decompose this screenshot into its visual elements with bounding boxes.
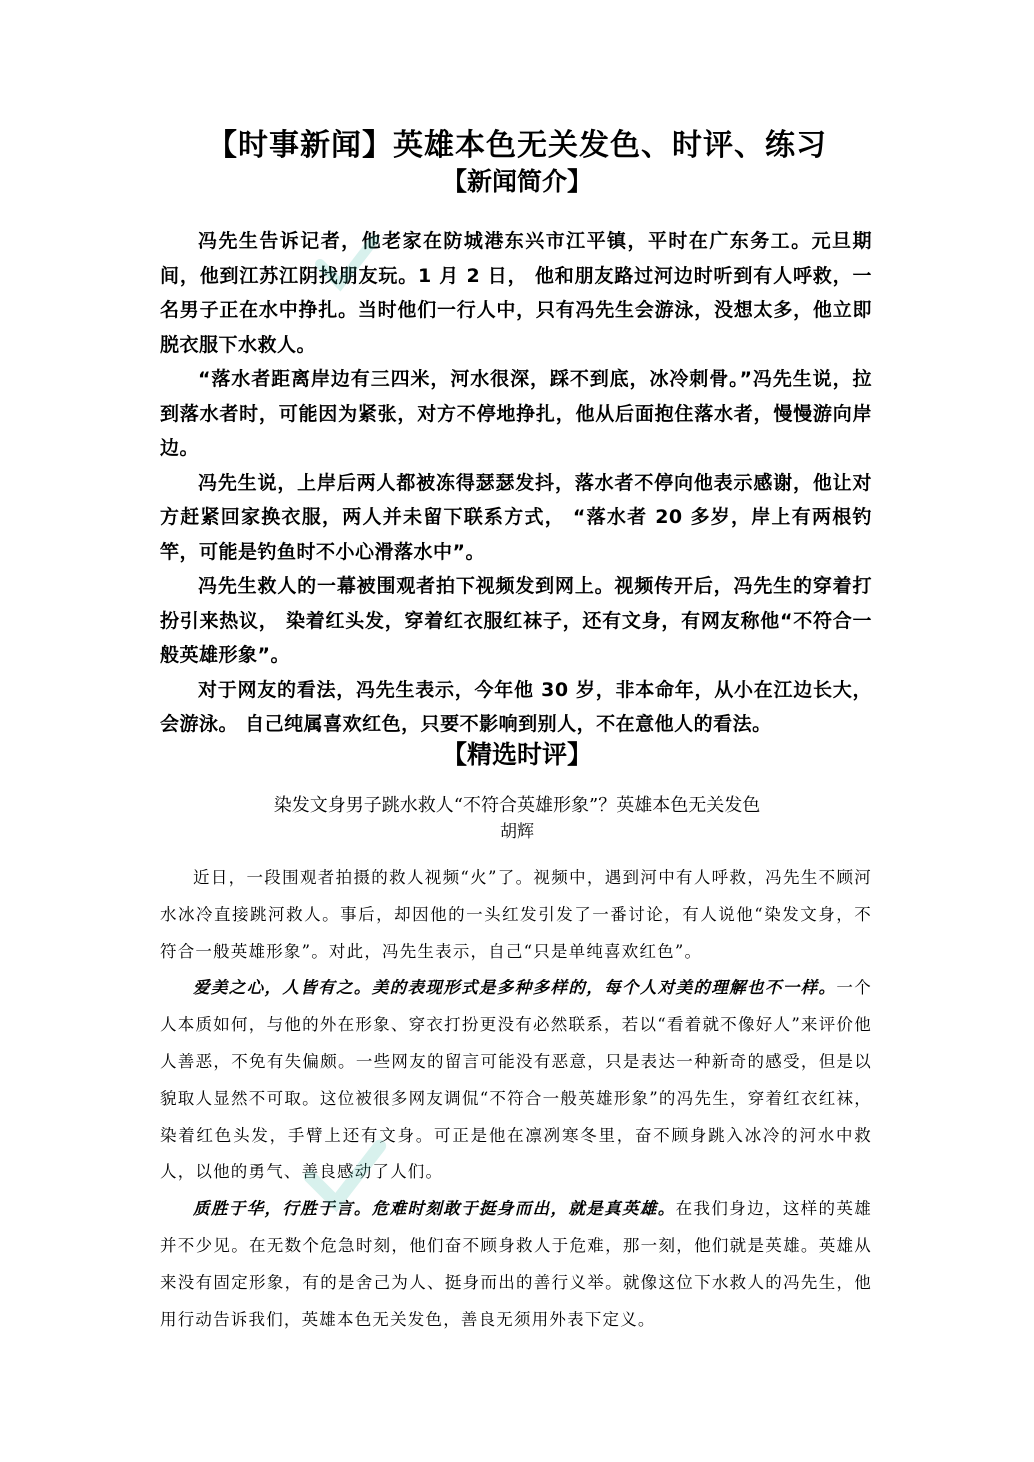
section-heading-news: 【新闻简介】 — [441, 167, 592, 196]
commentary-text: 在我们身边，这样的英雄并不少见。在无数个危急时刻，他们奋不顾身救人于危难，那一刻，他们就是英雄。英雄从来没有固定形象，有的是舍己为人、挺身而出的善行义举。就像这位下水救人的冯先生，他用行动告诉我们，英雄本色无关发色，善良无须用外表下定义。 — [160, 1199, 873, 1329]
commentary-paragraph: 近日，一段围观者拍摄的救人视频“火”了。视频中，遇到河中有人呼救，冯先生不顾河水冰冷直接跳河救人。事后，却因他的一头红发引发了一番讨论，有人说他“染发文身，不符合一般英雄形象”。对此，冯先生表示，自己“只是单纯喜欢红色”。 — [160, 868, 872, 961]
news-paragraph: 冯先生说，上岸后两人都被冻得瑟瑟发抖，落水者不停向他表示感谢，他让对方赶紧回家换衣服，两人并未留下联系方式， “落水者 20 多岁，岸上有两根钓竿，可能是钓鱼时不小心滑落水中”。 — [160, 471, 872, 563]
news-paragraph: “落水者距离岸边有三四米，河水很深，踩不到底，冰冷刺骨。”冯先生说，拉到落水者时，可能因为紧张，对方不停地挣扎，他从后面抱住落水者，慢慢游向岸边。 — [160, 368, 872, 459]
commentary-title: 染发文身男子跳水救人“不符合英雄形象”？英雄本色无关发色 — [273, 795, 761, 816]
news-body — [160, 224, 872, 742]
commentary-bold-lead: 爱美之心，人皆有之。美的表现形式是多种多样的，每个人对美的理解也不一样。 — [193, 978, 837, 998]
commentary-body — [160, 860, 872, 1338]
watermark-logo-icon — [300, 1128, 390, 1218]
commentary-bold-lead: 质胜于华，行胜于言。危难时刻敢于挺身而出，就是真英雄。 — [193, 1199, 676, 1219]
commentary-text: 一个人本质如何，与他的外在形象、穿衣打扮更没有必然联系，若以“看着就不像好人”来评价他人善恶，不免有失偏颇。一些网友的留言可能没有恶意，只是表达一种新奇的感受，但是以貌取人显然不可取。这位被很多网友调侃“不符合一般英雄形象”的冯先生，穿着红衣红袜，染着红色头发，手臂上还有文身。可正是他在凛冽寒冬里，奋不顾身跳入冰冷的河水中救人，以他的勇气、善良感动了人们。 — [160, 978, 872, 1182]
page-title: 【时事新闻】英雄本色无关发色、时评、练习 — [207, 128, 827, 163]
commentary-paragraph — [160, 970, 872, 1191]
section-heading-comment: 【精选时评】 — [441, 740, 592, 769]
news-paragraph: 对于网友的看法，冯先生表示，今年他 30 岁，非本命年，从小在江边长大，会游泳。 自己纯属喜欢红色，只要不影响到别人，不在意他人的看法。 — [160, 678, 872, 735]
commentary-paragraph — [160, 1191, 872, 1338]
watermark-logo-icon — [312, 226, 382, 296]
news-paragraph: 冯先生救人的一幕被围观者拍下视频发到网上。视频传开后，冯先生的穿着打扮引来热议， 染着红头发，穿着红衣服红袜子，还有文身，有网友称他“不符合一般英雄形象”。 — [160, 575, 872, 666]
news-paragraph: 冯先生告诉记者，他老家在防城港东兴市江平镇，平时在广东务工。元旦期间，他到江苏江阴找朋友玩。1 月 2 日， 他和朋友路过河边时听到有人呼救，一名男子正在水中挣扎。当时他们一行人中，只有冯先生会游泳，没想太多，他立即脱衣服下水救人。 — [160, 230, 872, 356]
commentary-author: 胡辉 — [500, 822, 534, 842]
